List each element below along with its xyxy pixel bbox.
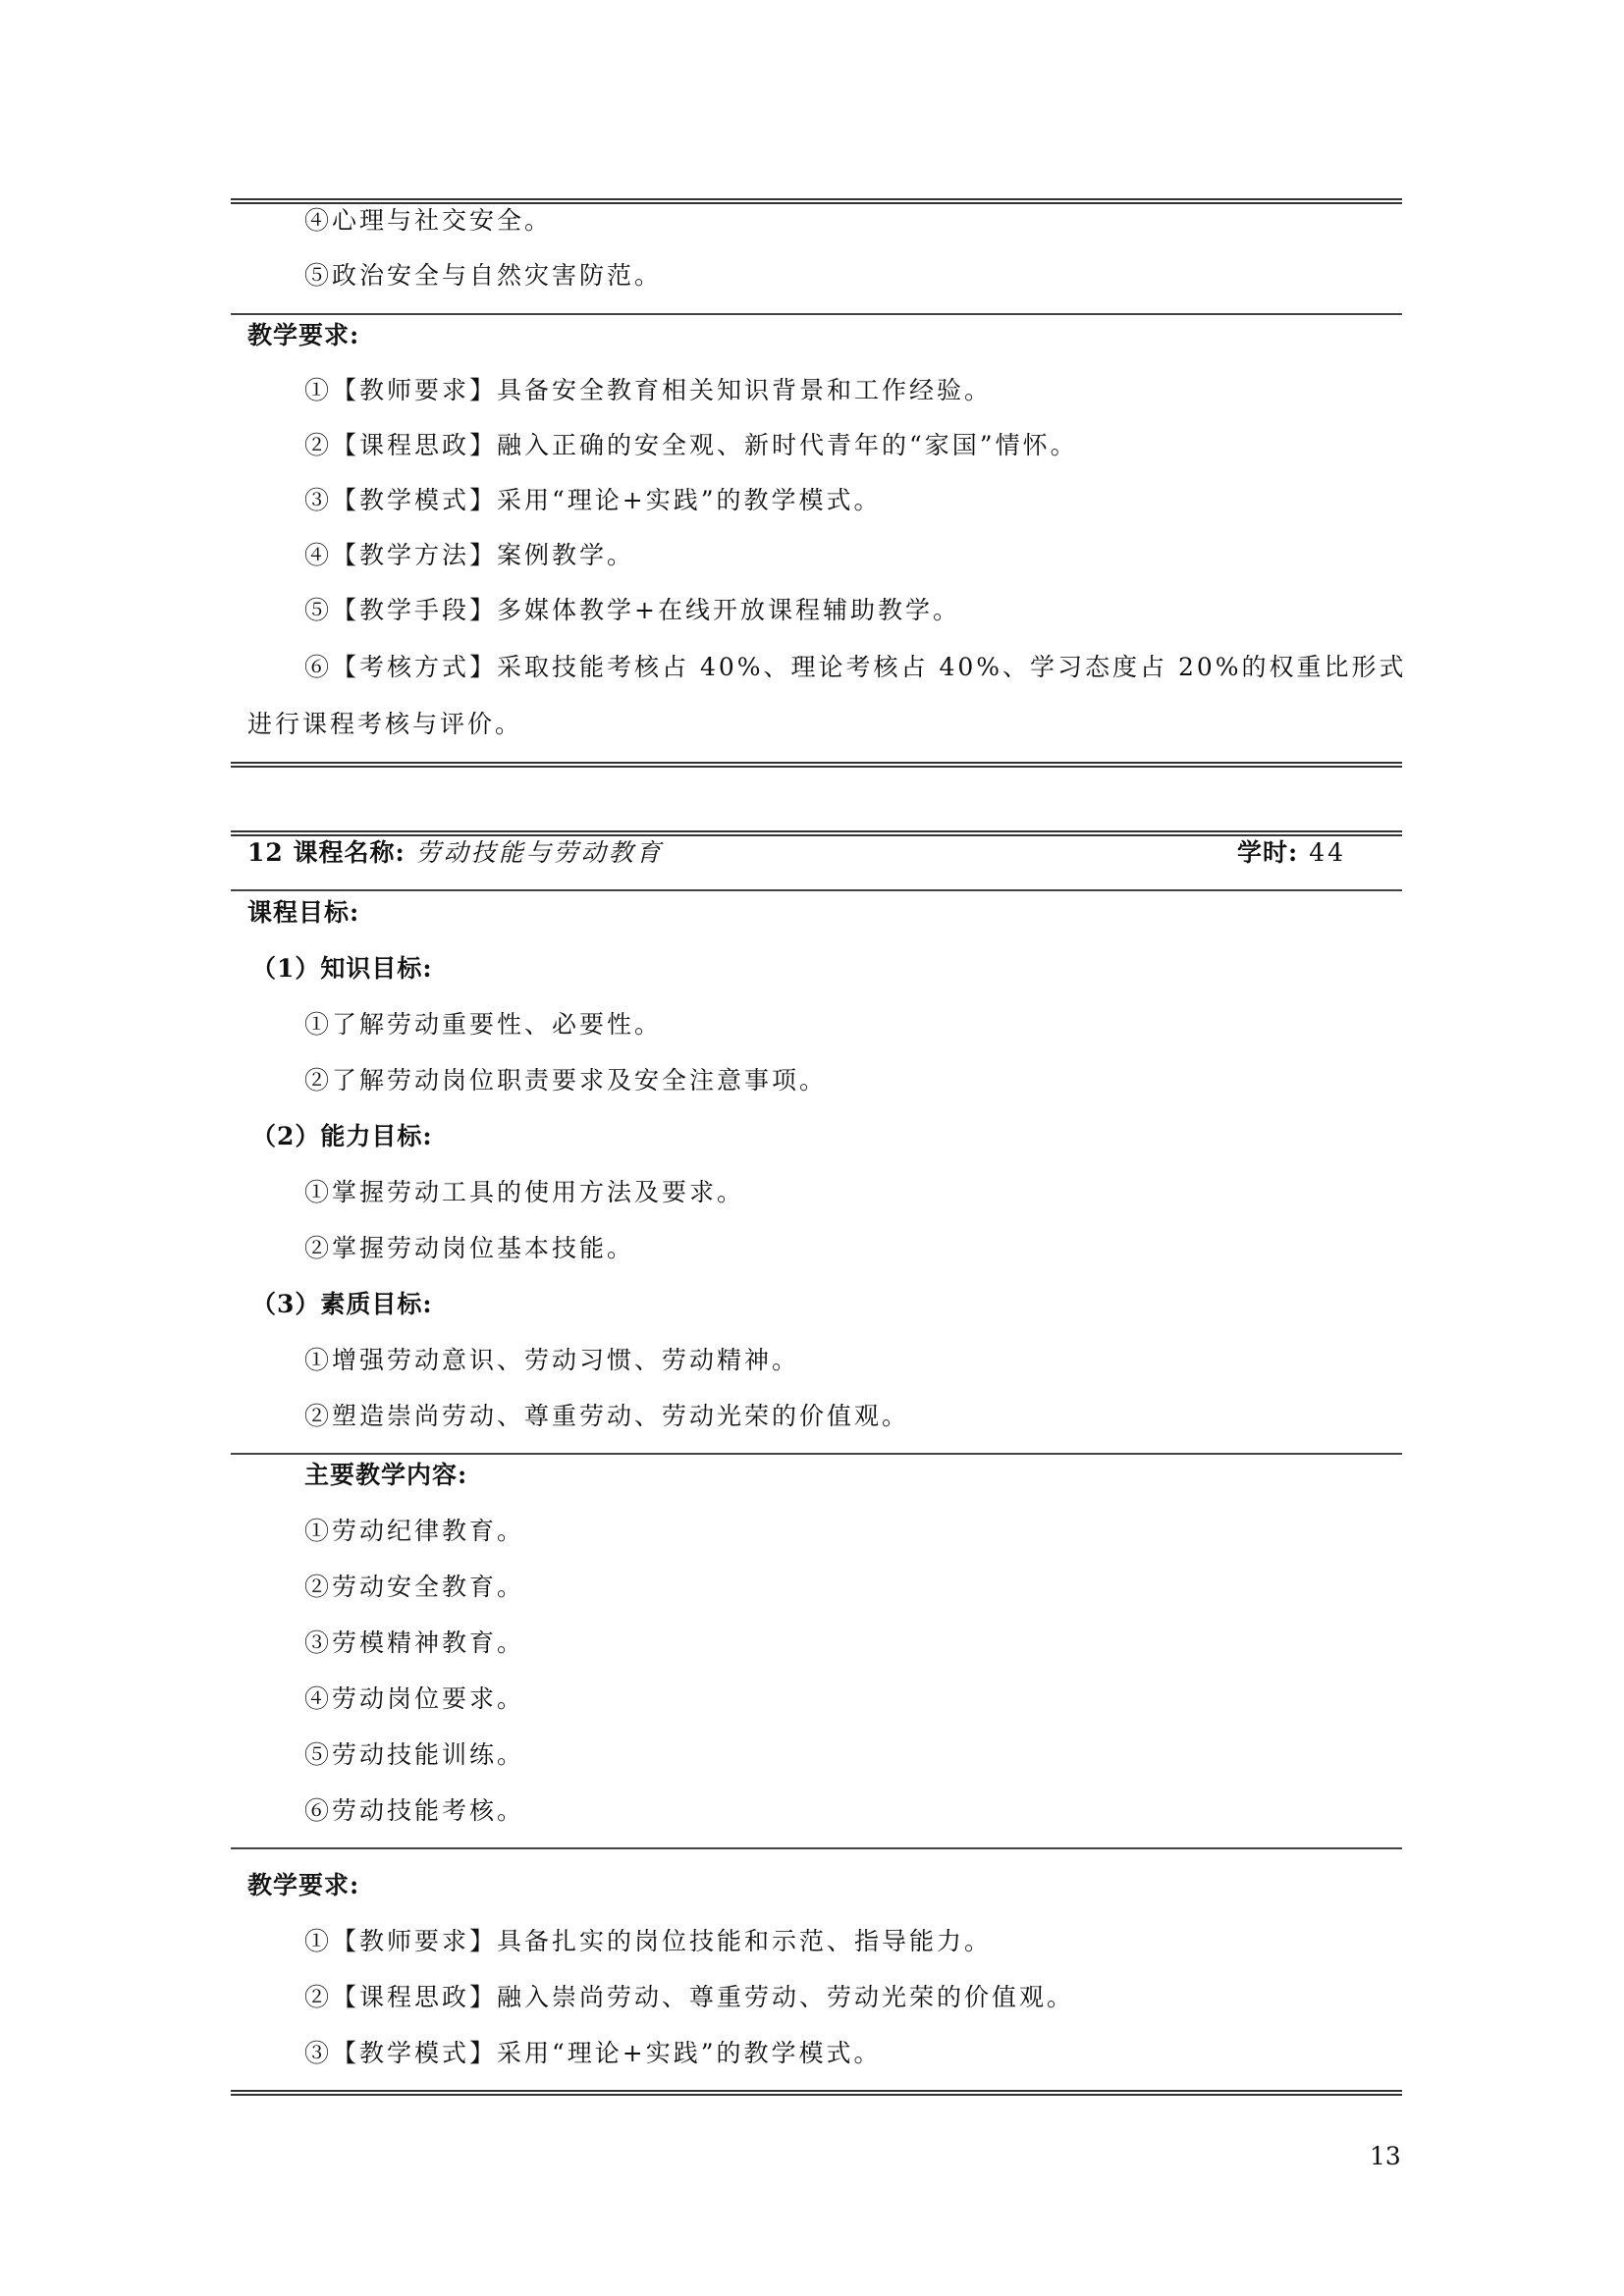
list-item: ②塑造崇尚劳动、尊重劳动、劳动光荣的价值观。 bbox=[304, 1402, 910, 1430]
list-item: ⑥劳动技能考核。 bbox=[304, 1796, 525, 1825]
list-item: ④心理与社交安全。 bbox=[304, 206, 553, 235]
course-hours-row bbox=[1237, 836, 1346, 870]
row-divider bbox=[231, 889, 1402, 891]
list-item: ①【教师要求】具备扎实的岗位技能和示范、指导能力。 bbox=[304, 1927, 993, 1955]
list-item: ③【教学模式】采用“理论+实践”的教学模式。 bbox=[304, 486, 882, 514]
course-name: 劳动技能与劳动教育 bbox=[415, 838, 664, 867]
hours-label: 学时: bbox=[1237, 838, 1299, 867]
row-divider bbox=[231, 1847, 1402, 1849]
table-bottom-border bbox=[231, 2090, 1402, 2096]
row-divider bbox=[231, 313, 1402, 315]
hours-value: 44 bbox=[1309, 838, 1346, 867]
list-item: ②劳动安全教育。 bbox=[304, 1573, 525, 1601]
list-item: ②了解劳动岗位职责要求及安全注意事项。 bbox=[304, 1066, 828, 1095]
list-item: ②【课程思政】融入正确的安全观、新时代青年的“家国”情怀。 bbox=[304, 431, 1078, 459]
course-number-label: 12 课程名称: bbox=[247, 838, 406, 867]
list-item: ③劳模精神教育。 bbox=[304, 1629, 525, 1657]
list-item: ①劳动纪律教育。 bbox=[304, 1517, 525, 1545]
list-item: ⑤【教学手段】多媒体教学+在线开放课程辅助教学。 bbox=[304, 596, 960, 624]
sub-heading: （3）素质目标: bbox=[251, 1290, 433, 1318]
list-item: ③【教学模式】采用“理论+实践”的教学模式。 bbox=[304, 2039, 882, 2067]
list-item: ⑥【考核方式】采取技能考核占 40%、理论考核占 40%、学习态度占 20%的权重比形式 bbox=[304, 653, 1407, 681]
list-item: ①增强劳动意识、劳动习惯、劳动精神。 bbox=[304, 1346, 800, 1374]
list-item: ②掌握劳动岗位基本技能。 bbox=[304, 1234, 635, 1262]
list-item-continued: 进行课程考核与评价。 bbox=[247, 710, 523, 738]
list-item: ④【教学方法】案例教学。 bbox=[304, 541, 635, 569]
section-heading: 主要教学内容: bbox=[304, 1461, 468, 1489]
list-item: ⑤劳动技能训练。 bbox=[304, 1740, 525, 1769]
table-bottom-border bbox=[231, 762, 1402, 768]
sub-heading: （1）知识目标: bbox=[251, 954, 433, 983]
page-number: 13 bbox=[1370, 2142, 1401, 2170]
list-item: ①掌握劳动工具的使用方法及要求。 bbox=[304, 1178, 745, 1206]
list-item: ①【教师要求】具备安全教育相关知识背景和工作经验。 bbox=[304, 376, 993, 404]
list-item: ④劳动岗位要求。 bbox=[304, 1684, 525, 1713]
section-heading: 教学要求: bbox=[247, 1871, 360, 1899]
sub-heading: （2）能力目标: bbox=[251, 1122, 433, 1150]
list-item: ①了解劳动重要性、必要性。 bbox=[304, 1010, 663, 1039]
list-item: ⑤政治安全与自然灾害防范。 bbox=[304, 261, 663, 290]
section-heading: 课程目标: bbox=[247, 898, 360, 927]
list-item: ②【课程思政】融入崇尚劳动、尊重劳动、劳动光荣的价值观。 bbox=[304, 1983, 1075, 2011]
row-divider bbox=[231, 1453, 1402, 1455]
course-title-row bbox=[247, 836, 664, 870]
section-heading: 教学要求: bbox=[247, 321, 360, 349]
